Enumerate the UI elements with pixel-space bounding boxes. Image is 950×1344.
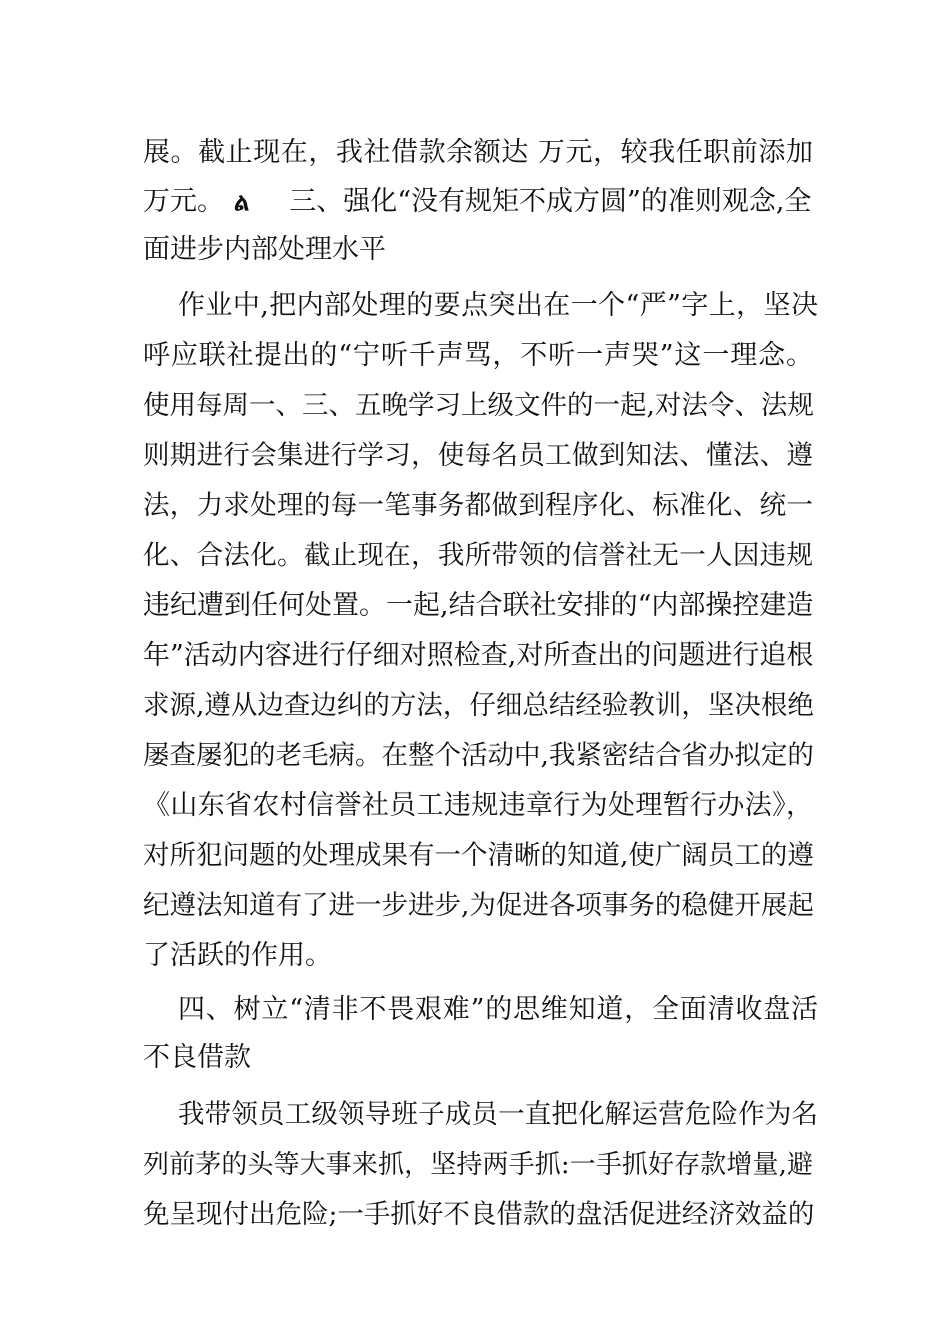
paragraph-line: 法，力求处理的每一笔事务都做到程序化、标准化、统一: [143, 490, 813, 521]
paragraph-line: 违纪遭到任何处置。一起,结合联社安排的“内部操控建造: [143, 590, 814, 621]
paragraph-line: 《山东省农村信誉社员工违规违章行为处理暂行办法》，: [143, 790, 813, 821]
paragraph-line: 展。截止现在，我社借款余额达 万元，较我任职前添加: [143, 137, 813, 168]
paragraph-line: 纪遵法知道有了进一步进步,为促进各项事务的稳健开展起: [143, 890, 814, 921]
paragraph-line: 对所犯问题的处理成果有一个清晰的知道,使广阔员工的遵: [143, 840, 814, 871]
paragraph-line: 使用每周一、三、五晚学习上级文件的一起,对法令、法规: [143, 390, 814, 421]
paragraph-line: 呼应联社提出的“宁听千声骂，不听一声哭”这一理念。: [143, 340, 813, 371]
paragraph-line: 免呈现付出危险;一手抓好不良借款的盘活促进经济效益的: [143, 1199, 815, 1230]
text-run: 万元。: [143, 186, 224, 217]
paragraph-line: 我带领员工级领导班子成员一直把化解运营危险作为名: [178, 1099, 818, 1130]
section-heading-3-cont: 面进步内部处理水平: [143, 234, 386, 265]
section-heading-3: 三、强化“没有规矩不成方圆”的准则观念,全: [289, 186, 812, 217]
section-heading-4-cont: 不良借款: [143, 1042, 251, 1073]
stray-glyph-mark: ል: [234, 188, 250, 216]
paragraph-line: 屡查屡犯的老毛病。在整个活动中,我紧密结合省办拟定的: [143, 740, 814, 771]
paragraph-line: 了活跃的作用。: [143, 940, 332, 971]
paragraph-line: 年”活动内容进行仔细对照检查,对所查出的问题进行追根: [143, 640, 814, 671]
paragraph-line: 列前茅的头等大事来抓，坚持两手抓:一手抓好存款增量,避: [143, 1150, 813, 1180]
paragraph-line: [143, 182, 813, 222]
section-heading-4: 四、树立“清非不畏艰难”的思维知道，全面清收盘活: [178, 994, 818, 1025]
paragraph-line: 作业中,把内部处理的要点突出在一个“严”字上，坚决: [178, 290, 818, 321]
paragraph-line: 求源,遵从边查边纠的方法，仔细总结经验教训，坚决根绝: [143, 690, 814, 721]
paragraph-line: 化、合法化。截止现在，我所带领的信誉社无一人因违规: [143, 540, 813, 571]
paragraph-line: 则期进行会集进行学习，使每名员工做到知法、懂法、遵: [143, 440, 813, 471]
